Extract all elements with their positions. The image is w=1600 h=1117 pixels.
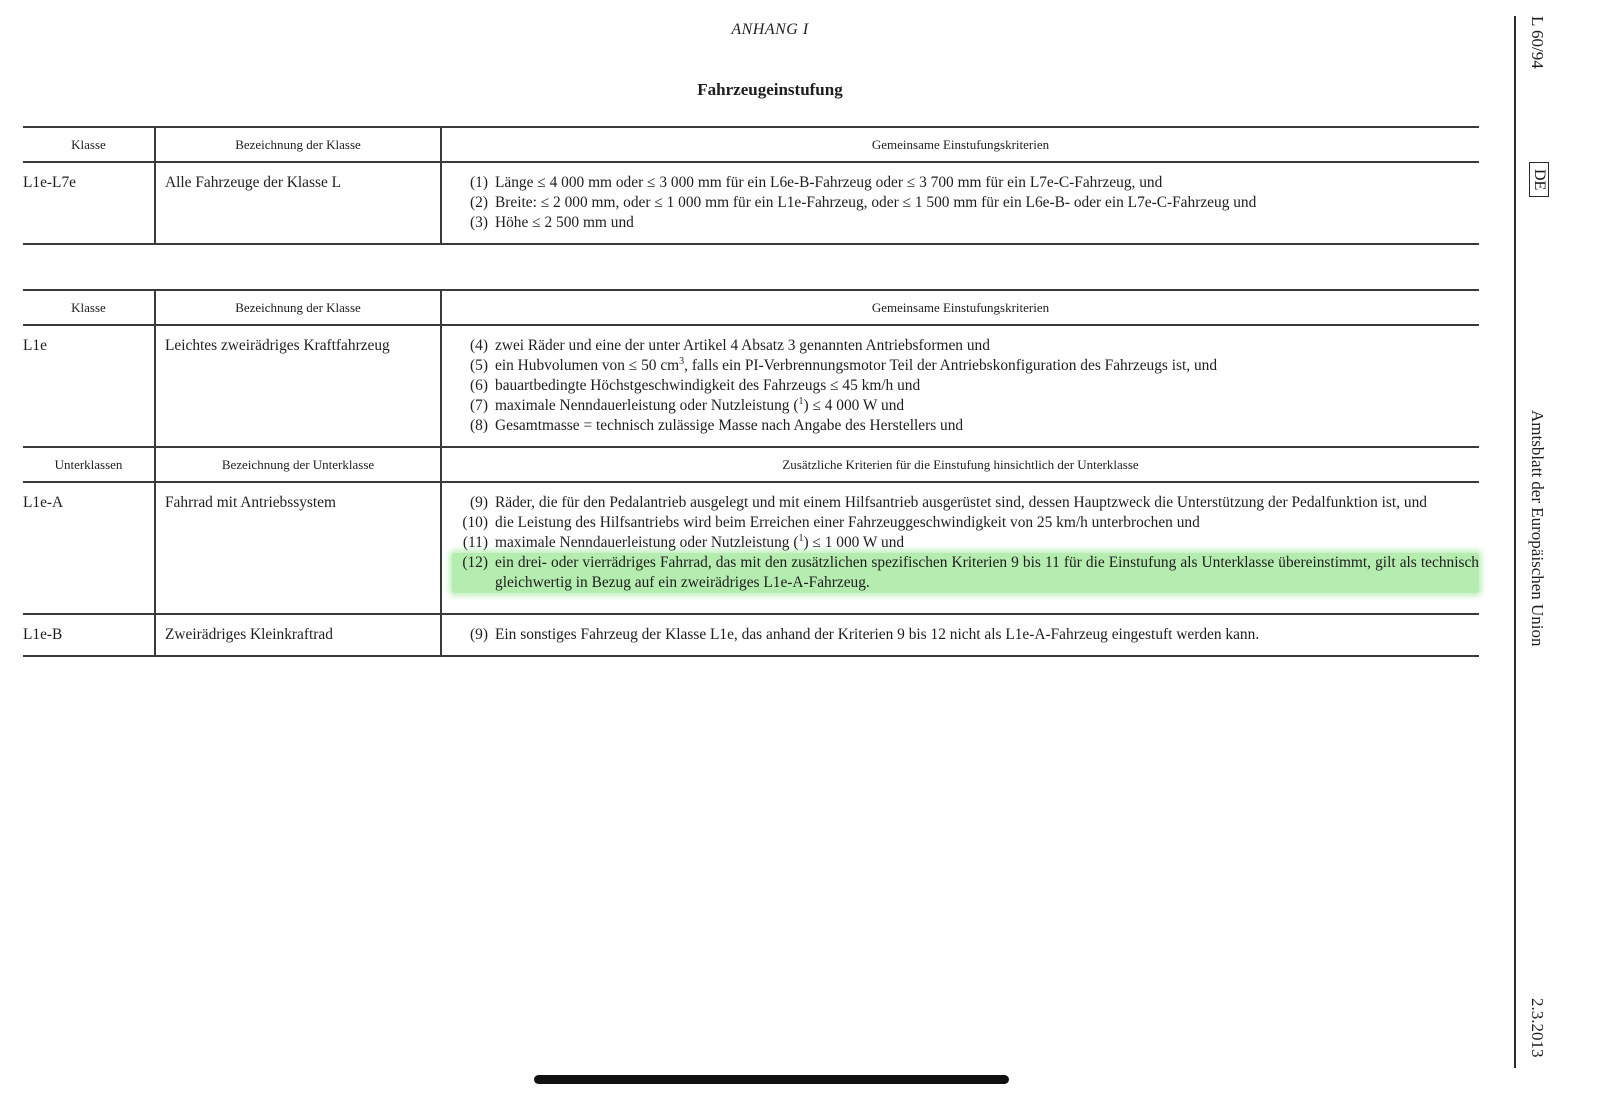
criterion-item: (7) maximale Nenndauerleistung oder Nutzleistung ($^1$) ≤ 4 000 W und	[470, 395, 905, 414]
table-row	[23, 482, 1479, 614]
cell-bezeichnung: Zweirädriges Kleinkraftrad	[155, 614, 441, 656]
header-zusaetzliche-kriterien: Zusätzliche Kriterien für die Einstufung hinsichtlich der Unterklasse	[441, 447, 1479, 482]
classification-table-l1e	[23, 289, 1479, 657]
margin-rule	[1514, 16, 1516, 1068]
cell-criteria	[441, 482, 1479, 614]
cell-bezeichnung: Alle Fahrzeuge der Klasse L	[155, 162, 441, 244]
table-row	[23, 162, 1479, 244]
cell-klasse: L1e-A	[23, 482, 155, 614]
criterion-item: (6) bauartbedingte Höchstgeschwindigkeit des Fahrzeugs ≤ 45 km/h und	[470, 377, 921, 394]
table-row	[23, 325, 1479, 447]
header-klasse: Klasse	[23, 290, 155, 325]
annex-label: ANHANG I	[731, 21, 809, 38]
cell-criteria	[441, 325, 1479, 447]
publication-name: Amtsblatt der Europäischen Union	[1528, 410, 1547, 647]
highlighted-criterion-item: (12) ein drei- oder vierrädriges Fahrrad, das mit den zusätzlichen spezifischen Kriterien 9 bis 11 für die Einstufung als Unterklasse übereinstimmt, gilt als technisch gleichwertig in Bezug auf ein zweirädriges L1e-A-Fahrzeug.	[452, 553, 1479, 593]
header-bezeichnung: Bezeichnung der Klasse	[155, 127, 441, 162]
criterion-item: (2) Breite: ≤ 2 000 mm, oder ≤ 1 000 mm für ein L1e-Fahrzeug, oder ≤ 1 500 mm für ein L6e-B- oder ein L7e-C-Fahrzeug und	[470, 194, 1257, 211]
criterion-item: (5) ein Hubvolumen von ≤ 50 $cm^3$, falls ein PI-Verbrennungsmotor Teil der Antriebskonfiguration des Fahrzeugs ist, und	[470, 355, 1218, 374]
publication-date: 2.3.2013	[1528, 998, 1547, 1058]
header-bezeichnung-unterklasse: Bezeichnung der Unterklasse	[155, 447, 441, 482]
criterion-item: (9) Ein sonstiges Fahrzeug der Klasse L1e, das anhand der Kriterien 9 bis 12 nicht als L1e-A-Fahrzeug eingestuft werden kann.	[470, 626, 1260, 643]
home-indicator[interactable]	[534, 1075, 1009, 1084]
header-kriterien: Gemeinsame Einstufungskriterien	[441, 127, 1479, 162]
cell-klasse: L1e-B	[23, 614, 155, 656]
table-row	[23, 614, 1479, 656]
criterion-item: (1) Länge ≤ 4 000 mm oder ≤ 3 000 mm für ein L6e-B-Fahrzeug oder ≤ 3 700 mm für ein L7e-C-Fahrzeug, und	[470, 174, 1163, 191]
cell-bezeichnung: Fahrrad mit Antriebssystem	[155, 482, 441, 614]
subclass-header-row	[23, 447, 1479, 482]
criterion-item: (9) Räder, die für den Pedalantrieb ausgelegt und mit einem Hilfsantrieb ausgerüstet sind, dessen Hauptzweck die Unterstützung der Pedalfunktion ist, und	[470, 494, 1427, 511]
cell-klasse: L1e	[23, 325, 155, 447]
header-kriterien: Gemeinsame Einstufungskriterien	[441, 290, 1479, 325]
header-unterklassen: Unterklassen	[23, 447, 155, 482]
classification-table-general	[23, 126, 1479, 245]
criterion-item: (3) Höhe ≤ 2 500 mm und	[470, 214, 634, 231]
page-title: Fahrzeugeinstufung	[697, 80, 843, 99]
criterion-item: (11) maximale Nenndauerleistung oder Nutzleistung ($^1$) ≤ 1 000 W und	[462, 532, 905, 551]
language-badge: DE	[1529, 162, 1549, 197]
cell-criteria	[441, 162, 1479, 244]
criterion-item: (10) die Leistung des Hilfsantriebs wird beim Erreichen einer Fahrzeuggeschwindigkeit von 25 km/h unterbrochen und	[462, 514, 1200, 531]
table-header-row	[23, 127, 1479, 162]
cell-klasse: L1e-L7e	[23, 162, 155, 244]
criterion-item: (8) Gesamtmasse = technisch zulässige Masse nach Angabe des Herstellers und	[470, 417, 964, 434]
criterion-item: (4) zwei Räder und eine der unter Artikel 4 Absatz 3 genannten Antriebsformen und	[470, 337, 990, 354]
page-reference: L 60/94	[1528, 16, 1547, 69]
cell-criteria	[441, 614, 1479, 656]
table-header-row	[23, 290, 1479, 325]
header-bezeichnung: Bezeichnung der Klasse	[155, 290, 441, 325]
header-klasse: Klasse	[23, 127, 155, 162]
cell-bezeichnung: Leichtes zweirädriges Kraftfahrzeug	[155, 325, 441, 447]
